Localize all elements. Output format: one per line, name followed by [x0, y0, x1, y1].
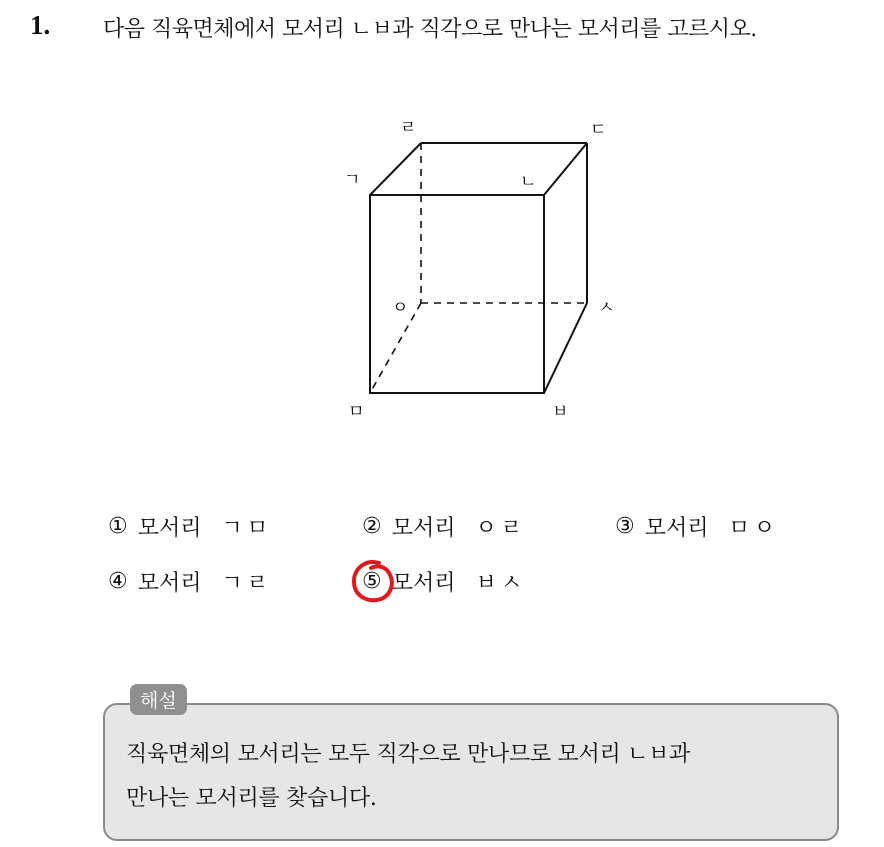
choice-edge: ㅇㄹ [475, 516, 527, 541]
choice-label: 모서리 [644, 516, 709, 541]
choice-edge: ㄱㄹ [221, 571, 273, 596]
vertex-label-top-back-right: ㄷ [590, 120, 607, 140]
choice-label: 모서리 [137, 516, 202, 541]
choice-edge: ㅁㅇ [728, 516, 780, 541]
explanation-tag: 해설 [130, 684, 187, 715]
choice-5[interactable] [362, 566, 526, 597]
choice-4[interactable] [108, 566, 272, 597]
edge-bottom-right-depth [544, 303, 587, 393]
vertex-label-bottom-front-left: ㅁ [348, 402, 365, 422]
choice-label: 모서리 [137, 571, 202, 596]
vertex-label-bottom-back-left: ㅇ [392, 298, 409, 318]
vertex-label-top-back-left: ㄹ [400, 118, 417, 138]
edge-top-left-depth [370, 143, 421, 195]
cuboid-front-face [370, 195, 544, 393]
cuboid-figure [330, 105, 630, 435]
choice-2[interactable] [362, 511, 526, 542]
choice-number: ④ [108, 569, 128, 594]
choice-label: 모서리 [391, 516, 456, 541]
vertex-label-top-front-right: ㄴ [520, 172, 537, 192]
edge-top-right-depth [544, 143, 587, 195]
choice-label: 모서리 [391, 571, 456, 596]
choice-number [362, 569, 382, 594]
question-number: 1. [30, 10, 51, 40]
vertex-label-bottom-back-right: ㅅ [598, 298, 615, 318]
choice-edge: ㅂㅅ [475, 571, 527, 596]
vertex-label-top-front-left: ㄱ [344, 170, 361, 190]
cuboid-diagram [330, 105, 630, 435]
choice-number: ③ [615, 514, 635, 539]
choice-1[interactable] [108, 511, 272, 542]
choice-number: ① [108, 514, 128, 539]
choice-3[interactable] [615, 511, 779, 542]
choice-number-glyph: ⑤ [362, 569, 382, 594]
choice-edge: ㄱㅁ [221, 516, 273, 541]
vertex-label-bottom-front-right: ㅂ [552, 402, 569, 422]
explanation-line-2: 만나는 모서리를 찾습니다. [126, 786, 377, 811]
explanation-text [126, 733, 826, 821]
question-text: 다음 직육면체에서 모서리 ㄴㅂ과 직각으로 만나는 모서리를 고르시오. [103, 17, 757, 42]
choice-number: ② [362, 514, 382, 539]
explanation-line-1: 직육면체의 모서리는 모두 직각으로 만나므로 모서리 ㄴㅂ과 [126, 742, 690, 767]
